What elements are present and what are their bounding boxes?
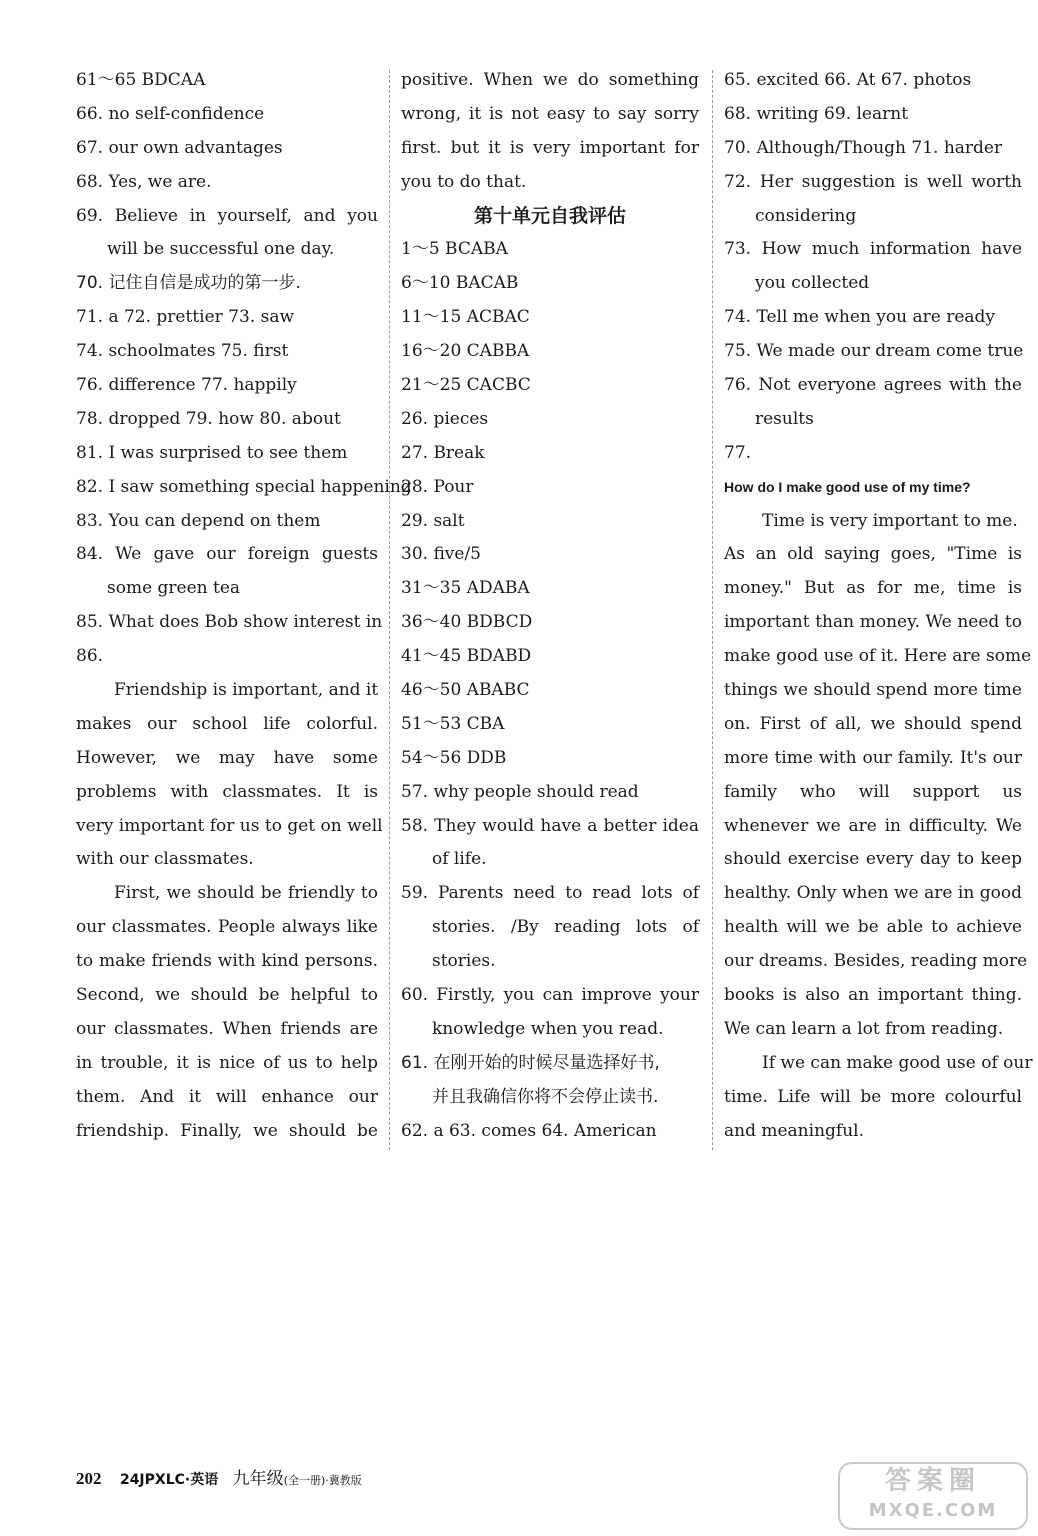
answer-line: 57. why people should read <box>401 781 639 802</box>
book-code: 24JPXLC·英语 <box>119 1472 219 1488</box>
answer-line: 58. They would have a better idea <box>401 815 699 836</box>
answer-line: 70. 记住自信是成功的第一步. <box>76 273 301 294</box>
answer-line: 71. a 72. prettier 73. saw <box>76 307 295 328</box>
answer-line: 29. salt <box>401 510 465 531</box>
answer-line: However, we may have some <box>76 747 378 768</box>
answer-line: problems with classmates. It is <box>76 781 378 802</box>
answer-line: our dreams. Besides, reading more <box>724 951 1028 972</box>
volume-label: (全一册)·冀教版 <box>283 1474 362 1487</box>
answer-line: 60. Firstly, you can improve your <box>401 985 699 1006</box>
answer-line: 72. Her suggestion is well worth <box>724 171 1022 192</box>
answer-line: 51～53 CBA <box>401 713 505 734</box>
answer-line: 75. We made our dream come true <box>724 341 1024 362</box>
answer-line: 78. dropped 79. how 80. about <box>76 408 341 429</box>
answer-line: First, we should be friendly to <box>114 883 378 904</box>
answer-line: If we can make good use of our <box>762 1052 1033 1073</box>
answer-line: knowledge when you read. <box>432 1018 664 1039</box>
answer-line: should exercise every day to keep <box>724 849 1022 870</box>
answer-line: 84. We gave our foreign guests <box>76 544 378 565</box>
column-divider <box>389 70 390 1150</box>
answer-line: 62. a 63. comes 64. American <box>401 1120 657 1141</box>
answer-line: 68. writing 69. learnt <box>724 103 909 124</box>
answer-line: you collected <box>755 273 870 294</box>
answer-line: things we should spend more time <box>724 680 1022 701</box>
answer-line: Second, we should be helpful to <box>76 985 378 1006</box>
grade-label: 九年级 <box>232 1469 284 1489</box>
answer-line: 27. Break <box>401 442 485 463</box>
answer-line: important than money. We need to <box>724 612 1022 633</box>
column-divider <box>712 70 713 1150</box>
answer-line: 74. Tell me when you are ready <box>724 307 996 328</box>
answer-line: whenever we are in difficulty. We <box>724 815 1022 836</box>
answer-line: our classmates. People always like <box>76 917 378 938</box>
answer-line: 41～45 BDABD <box>401 646 532 667</box>
answer-line: make good use of it. Here are some <box>724 646 1032 667</box>
answer-column-right <box>724 64 1033 1149</box>
answer-line: on. First of all, we should spend <box>724 713 1022 734</box>
answer-line: 6～10 BACAB <box>401 273 519 294</box>
answer-line: wrong, it is not easy to say sorry <box>401 103 699 124</box>
answer-line: healthy. Only when we are in good <box>724 883 1022 904</box>
answer-line: 73. How much information have <box>724 239 1022 260</box>
answer-line: time. Life will be more colourful <box>724 1086 1022 1107</box>
page-footer <box>76 1464 362 1489</box>
answer-line: 83. You can depend on them <box>76 510 321 531</box>
section-heading: 第十单元自我评估 <box>473 204 626 227</box>
answer-line: 36～40 BDBCD <box>401 612 533 633</box>
answer-line: 26. pieces <box>401 408 489 429</box>
answer-line: will be successful one day. <box>107 239 335 260</box>
answer-line: 66. no self-confidence <box>76 103 265 124</box>
answer-line: friendship. Finally, we should be <box>76 1120 378 1141</box>
answer-line: and meaningful. <box>724 1120 864 1141</box>
answer-line: stories. <box>432 951 496 972</box>
answer-line: of life. <box>432 849 487 870</box>
answer-line: makes our school life colorful. <box>76 713 378 734</box>
answer-line: first. but it is very important for <box>401 137 699 158</box>
answer-line: 67. our own advantages <box>76 137 283 158</box>
essay-title: How do I make good use of my time? <box>724 478 971 495</box>
watermark-url: MXQE.COM <box>868 1500 998 1521</box>
answer-line: some green tea <box>107 578 241 599</box>
answer-column-left <box>76 64 412 1149</box>
answer-line: 16～20 CABBA <box>401 341 530 362</box>
answer-line: Time is very important to me. <box>762 510 1018 531</box>
answer-line: 1～5 BCABA <box>401 239 508 260</box>
answer-line: 并且我确信你将不会停止读书. <box>432 1086 659 1107</box>
answer-line: 28. Pour <box>401 476 474 497</box>
answer-line: Friendship is important, and it <box>114 680 379 701</box>
answer-line: with our classmates. <box>76 849 254 870</box>
answer-line: 74. schoolmates 75. first <box>76 341 289 362</box>
site-watermark <box>838 1462 1028 1530</box>
answer-line: positive. When we do something <box>401 70 699 90</box>
answer-line: books is also an important thing. <box>724 985 1022 1006</box>
answer-line: As an old saying goes, "Time is <box>724 544 1022 565</box>
answer-line: family who will support us <box>724 781 1022 802</box>
answer-line: 82. I saw something special happening <box>76 476 412 497</box>
answer-line: very important for us to get on well <box>76 815 383 836</box>
answer-column-middle <box>401 64 699 1149</box>
answer-line: 68. Yes, we are. <box>76 171 212 192</box>
answer-line: 11～15 ACBAC <box>401 307 530 328</box>
answer-line: 86. <box>76 646 104 667</box>
answer-line: 54～56 DDB <box>401 747 507 768</box>
answer-line: more time with our family. It's our <box>724 747 1022 768</box>
answer-line: 70. Although/Though 71. harder <box>724 137 1003 158</box>
answer-line: 30. five/5 <box>401 544 481 565</box>
answer-line: 85. What does Bob show interest in <box>76 612 383 633</box>
answer-line: you to do that. <box>401 171 527 192</box>
answer-line: 69. Believe in yourself, and you <box>76 205 378 226</box>
answer-line: 31～35 ADABA <box>401 578 530 599</box>
answer-line: 59. Parents need to read lots of <box>401 883 699 904</box>
answer-line: We can learn a lot from reading. <box>724 1018 1004 1039</box>
page-number: 202 <box>76 1469 102 1488</box>
answer-line: 65. excited 66. At 67. photos <box>724 70 972 90</box>
answer-line: 46～50 ABABC <box>401 680 530 701</box>
answer-line: considering <box>755 205 857 226</box>
answer-line: 76. Not everyone agrees with the <box>724 375 1022 396</box>
answer-line: 77. <box>724 442 752 463</box>
answer-line: health will we be able to achieve <box>724 917 1022 938</box>
answer-line: money." But as for me, time is <box>724 578 1022 599</box>
answer-line: stories. /By reading lots of <box>432 917 699 938</box>
answer-line: 76. difference 77. happily <box>76 375 297 396</box>
answer-line: 61～65 BDCAA <box>76 70 206 90</box>
answer-line: 21～25 CACBC <box>401 375 531 396</box>
answer-line: our classmates. When friends are <box>76 1018 378 1039</box>
answer-line: 61. 在刚开始的时候尽量选择好书, <box>401 1052 660 1073</box>
answer-line: to make friends with kind persons. <box>76 951 378 972</box>
answer-line: them. And it will enhance our <box>76 1086 378 1107</box>
watermark-logo-text: 答案圈 <box>884 1466 981 1496</box>
answer-line: in trouble, it is nice of us to help <box>76 1052 378 1073</box>
answer-line: 81. I was surprised to see them <box>76 442 348 463</box>
answer-line: results <box>755 408 814 429</box>
